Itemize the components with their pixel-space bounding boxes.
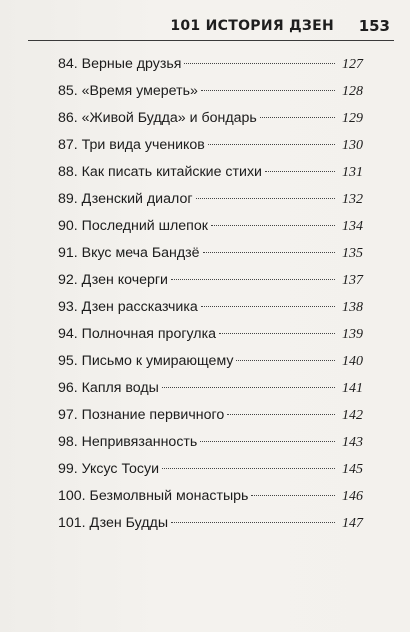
toc-entry-page: 131 (342, 165, 363, 180)
toc-entry-title: 87. Три вида учеников (58, 137, 205, 153)
dot-leader (227, 414, 335, 415)
toc-entry-title: 85. «Время умереть» (58, 83, 198, 99)
toc-entry-title: 100. Безмолвный монастырь (58, 488, 249, 504)
table-of-contents (58, 51, 363, 537)
toc-entry-title: 88. Как писать китайские стихи (58, 164, 262, 180)
toc-entry-page: 127 (342, 57, 363, 72)
dot-leader (265, 171, 335, 172)
toc-entry (58, 78, 363, 105)
toc-entry-title: 101. Дзен Будды (58, 515, 169, 531)
dot-leader (171, 522, 335, 523)
dot-leader (211, 225, 335, 226)
toc-entry-title: 95. Письмо к умирающему (58, 353, 234, 369)
toc-entry-title: 91. Вкус меча Бандзё (58, 245, 200, 261)
toc-entry-page: 139 (342, 327, 363, 342)
toc-entry-title: 89. Дзенский диалог (58, 191, 193, 207)
toc-entry (58, 510, 363, 537)
book-title: 101 ИСТОРИЯ ДЗЕН (170, 18, 334, 34)
toc-entry (58, 213, 363, 240)
dot-leader (203, 252, 335, 253)
toc-entry-page: 147 (342, 516, 363, 531)
toc-entry-page: 145 (342, 462, 363, 477)
dot-leader (201, 306, 335, 307)
toc-entry (58, 429, 363, 456)
toc-entry-title: 94. Полночная прогулка (58, 326, 216, 342)
toc-entry-title: 96. Капля воды (58, 380, 159, 396)
toc-entry-page: 135 (342, 246, 363, 261)
page-number: 153 (358, 17, 390, 35)
toc-entry-page: 142 (342, 408, 363, 423)
toc-entry (58, 321, 363, 348)
dot-leader (260, 117, 335, 118)
dot-leader (208, 144, 335, 145)
toc-entry-page: 129 (342, 111, 363, 126)
dot-leader (162, 468, 335, 469)
toc-entry-title: 84. Верные друзья (58, 56, 182, 72)
toc-entry-page: 143 (342, 435, 363, 450)
toc-entry-page: 141 (342, 381, 363, 396)
toc-entry (58, 348, 363, 375)
dot-leader (219, 333, 335, 334)
dot-leader (201, 90, 335, 91)
toc-entry (58, 240, 363, 267)
toc-entry-title: 93. Дзен рассказчика (58, 299, 198, 315)
toc-entry-page: 146 (342, 489, 363, 504)
toc-entry (58, 186, 363, 213)
header-rule (28, 40, 394, 41)
toc-entry-title: 97. Познание первичного (58, 407, 225, 423)
dot-leader (184, 63, 335, 64)
dot-leader (200, 441, 335, 442)
toc-entry (58, 105, 363, 132)
toc-entry-title: 86. «Живой Будда» и бондарь (58, 110, 257, 126)
dot-leader (251, 495, 335, 496)
running-header (30, 16, 394, 40)
toc-entry (58, 267, 363, 294)
toc-entry-title: 98. Непривязанность (58, 434, 198, 450)
toc-entry (58, 402, 363, 429)
toc-entry (58, 456, 363, 483)
dot-leader (196, 198, 335, 199)
toc-entry-page: 140 (342, 354, 363, 369)
toc-entry-title: 99. Уксус Тосуи (58, 461, 160, 477)
toc-entry (58, 375, 363, 402)
dot-leader (236, 360, 335, 361)
toc-entry (58, 483, 363, 510)
toc-entry-page: 130 (342, 138, 363, 153)
toc-entry-title: 92. Дзен кочерги (58, 272, 168, 288)
toc-entry (58, 132, 363, 159)
toc-entry (58, 294, 363, 321)
toc-entry-page: 132 (342, 192, 363, 207)
toc-entry-page: 128 (342, 84, 363, 99)
toc-entry-page: 134 (342, 219, 363, 234)
toc-entry (58, 159, 363, 186)
toc-entry (58, 51, 363, 78)
dot-leader (162, 387, 335, 388)
toc-entry-page: 138 (342, 300, 363, 315)
toc-entry-title: 90. Последний шлепок (58, 218, 208, 234)
toc-entry-page: 137 (342, 273, 363, 288)
dot-leader (171, 279, 335, 280)
